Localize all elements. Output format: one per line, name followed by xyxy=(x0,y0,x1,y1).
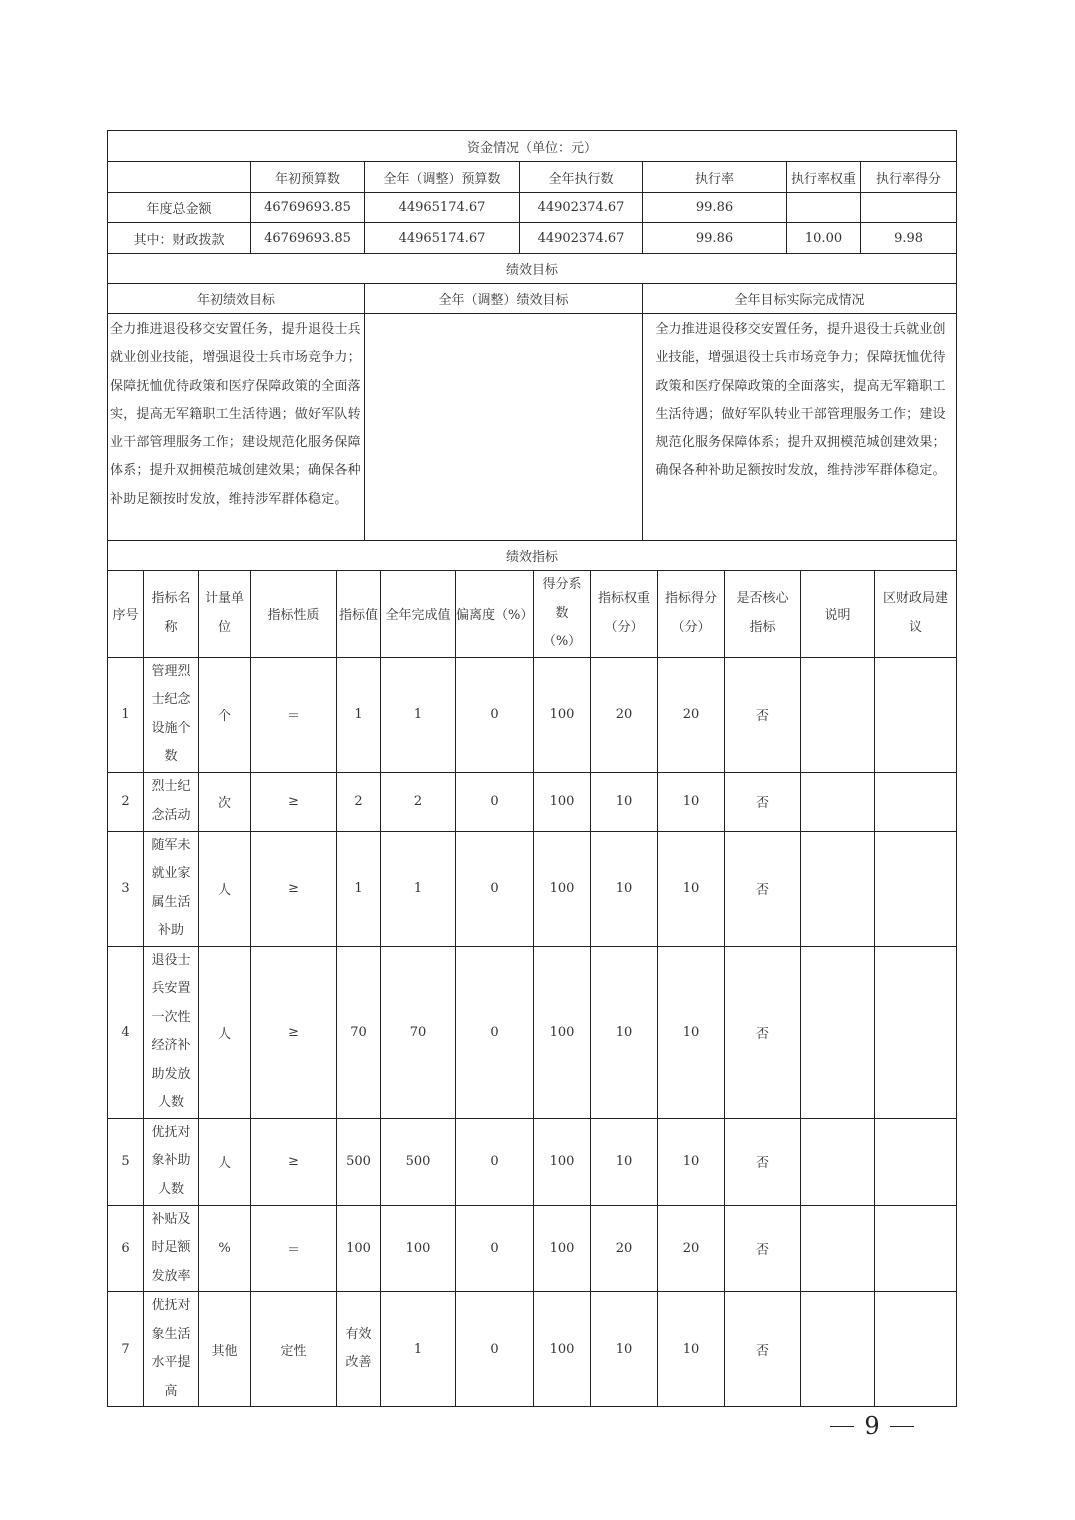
col-score: 10 xyxy=(658,1118,725,1205)
col-unit: % xyxy=(199,1205,251,1292)
goals-content-row xyxy=(108,314,957,541)
col-coef: 100 xyxy=(534,1118,591,1205)
funds-header-blank xyxy=(108,162,251,193)
col-nature: ＝ xyxy=(251,1205,337,1292)
goals-header-row xyxy=(108,284,957,314)
header-deviation: 偏离度（%） xyxy=(456,571,534,658)
col-actual: 500 xyxy=(381,1118,456,1205)
col-no: 3 xyxy=(108,831,144,946)
funds-row-label: 年度总金额 xyxy=(108,193,251,223)
col-advice xyxy=(875,1118,957,1205)
col-core: 否 xyxy=(725,1118,801,1205)
funds-row-total xyxy=(108,193,957,223)
col-coef: 100 xyxy=(534,657,591,772)
page-number-text: 9 xyxy=(864,1412,880,1440)
col-weight: 10 xyxy=(591,946,658,1118)
header-name: 指标名称 xyxy=(144,571,199,658)
funds-executed: 44902374.67 xyxy=(520,193,643,223)
col-nature: ≥ xyxy=(251,946,337,1118)
col-score: 20 xyxy=(658,657,725,772)
header-core: 是否核心指标 xyxy=(725,571,801,658)
funds-header-executed: 全年执行数 xyxy=(520,162,643,193)
col-name: 优抚对象补助人数 xyxy=(144,1118,199,1205)
header-score: 指标得分（分） xyxy=(658,571,725,658)
funds-section-title: 资金情况（单位：元） xyxy=(108,131,957,162)
col-target: 100 xyxy=(337,1205,381,1292)
col-name: 管理烈士纪念设施个数 xyxy=(144,657,199,772)
col-nature: ＝ xyxy=(251,657,337,772)
col-advice xyxy=(875,946,957,1118)
col-advice xyxy=(875,1292,957,1407)
col-no: 7 xyxy=(108,1292,144,1407)
col-nature: ≥ xyxy=(251,1118,337,1205)
funds-header-weight: 执行率权重 xyxy=(787,162,861,193)
col-coef: 100 xyxy=(534,831,591,946)
funds-adjusted-budget: 44965174.67 xyxy=(365,193,520,223)
col-name: 退役士兵安置一次性经济补助发放人数 xyxy=(144,946,199,1118)
header-actual: 全年完成值 xyxy=(381,571,456,658)
funds-row-label: 其中：财政拨款 xyxy=(108,223,251,254)
col-note xyxy=(801,831,875,946)
col-target: 500 xyxy=(337,1118,381,1205)
dash-left xyxy=(830,1426,854,1427)
table-row xyxy=(108,1118,957,1205)
col-nature: ≥ xyxy=(251,831,337,946)
col-core: 否 xyxy=(725,946,801,1118)
col-deviation: 0 xyxy=(456,946,534,1118)
funds-and-goals-table xyxy=(107,130,957,571)
header-nature: 指标性质 xyxy=(251,571,337,658)
col-note xyxy=(801,772,875,831)
funds-initial-budget: 46769693.85 xyxy=(251,193,365,223)
col-coef: 100 xyxy=(534,1205,591,1292)
col-unit: 人 xyxy=(199,1118,251,1205)
funds-weight xyxy=(787,193,861,223)
col-note xyxy=(801,657,875,772)
col-target: 有效改善 xyxy=(337,1292,381,1407)
col-weight: 20 xyxy=(591,657,658,772)
indicators-body xyxy=(108,657,957,1407)
funds-score xyxy=(861,193,957,223)
col-target: 70 xyxy=(337,946,381,1118)
col-weight: 10 xyxy=(591,831,658,946)
goals-section-title: 绩效目标 xyxy=(108,254,957,284)
col-unit: 人 xyxy=(199,946,251,1118)
indicators-header-row xyxy=(108,571,957,658)
funds-executed: 44902374.67 xyxy=(520,223,643,254)
col-coef: 100 xyxy=(534,772,591,831)
col-name: 优抚对象生活水平提高 xyxy=(144,1292,199,1407)
col-unit: 个 xyxy=(199,657,251,772)
header-coef: 得分系数（%） xyxy=(534,571,591,658)
col-deviation: 0 xyxy=(456,772,534,831)
col-weight: 10 xyxy=(591,1118,658,1205)
col-actual: 100 xyxy=(381,1205,456,1292)
col-core: 否 xyxy=(725,772,801,831)
goals-header-adjusted: 全年（调整）绩效目标 xyxy=(365,284,643,314)
col-actual: 70 xyxy=(381,946,456,1118)
col-target: 1 xyxy=(337,657,381,772)
col-actual: 1 xyxy=(381,1292,456,1407)
indicators-section-title: 绩效指标 xyxy=(108,541,957,571)
col-score: 10 xyxy=(658,772,725,831)
col-coef: 100 xyxy=(534,946,591,1118)
col-no: 2 xyxy=(108,772,144,831)
col-weight: 10 xyxy=(591,772,658,831)
col-nature: ≥ xyxy=(251,772,337,831)
header-unit: 计量单位 xyxy=(199,571,251,658)
col-advice xyxy=(875,831,957,946)
col-deviation: 0 xyxy=(456,657,534,772)
table-row xyxy=(108,946,957,1118)
funds-rate: 99.86 xyxy=(643,193,787,223)
col-coef: 100 xyxy=(534,1292,591,1407)
goals-adjusted-text xyxy=(365,314,643,541)
col-target: 1 xyxy=(337,831,381,946)
page-number xyxy=(822,1410,922,1442)
funds-row-fiscal xyxy=(108,223,957,254)
col-deviation: 0 xyxy=(456,1292,534,1407)
col-weight: 10 xyxy=(591,1292,658,1407)
col-core: 否 xyxy=(725,1205,801,1292)
col-note xyxy=(801,1292,875,1407)
col-core: 否 xyxy=(725,831,801,946)
header-weight: 指标权重（分） xyxy=(591,571,658,658)
table-row xyxy=(108,831,957,946)
col-no: 5 xyxy=(108,1118,144,1205)
col-name: 烈士纪念活动 xyxy=(144,772,199,831)
header-advice: 区财政局建议 xyxy=(875,571,957,658)
table-row xyxy=(108,1292,957,1407)
col-actual: 1 xyxy=(381,657,456,772)
col-score: 10 xyxy=(658,831,725,946)
goals-header-actual: 全年目标实际完成情况 xyxy=(643,284,957,314)
col-core: 否 xyxy=(725,657,801,772)
col-actual: 2 xyxy=(381,772,456,831)
dash-right xyxy=(890,1426,914,1427)
header-no: 序号 xyxy=(108,571,144,658)
col-advice xyxy=(875,772,957,831)
col-actual: 1 xyxy=(381,831,456,946)
funds-adjusted-budget: 44965174.67 xyxy=(365,223,520,254)
col-target: 2 xyxy=(337,772,381,831)
funds-header-adjusted: 全年（调整）预算数 xyxy=(365,162,520,193)
header-target: 指标值 xyxy=(337,571,381,658)
col-unit: 次 xyxy=(199,772,251,831)
col-nature: 定性 xyxy=(251,1292,337,1407)
col-score: 20 xyxy=(658,1205,725,1292)
col-advice xyxy=(875,1205,957,1292)
funds-header-score: 执行率得分 xyxy=(861,162,957,193)
goals-actual-text: 全力推进退役移交安置任务，提升退役士兵就业创业技能，增强退役士兵市场竞争力；保障抚恤优待政策和医疗保障政策的全面落实，提高无军籍职工生活待遇；做好军队转业干部管理服务工作；建设规范化服务保障体系；提升双拥模范城创建效果；确保各种补助足额按时发放，维持涉军群体稳定。 xyxy=(643,314,957,541)
funds-header-initial: 年初预算数 xyxy=(251,162,365,193)
col-weight: 20 xyxy=(591,1205,658,1292)
col-note xyxy=(801,946,875,1118)
col-note xyxy=(801,1118,875,1205)
col-deviation: 0 xyxy=(456,831,534,946)
funds-weight: 10.00 xyxy=(787,223,861,254)
col-score: 10 xyxy=(658,946,725,1118)
header-note: 说明 xyxy=(801,571,875,658)
col-note xyxy=(801,1205,875,1292)
table-row xyxy=(108,657,957,772)
col-advice xyxy=(875,657,957,772)
funds-initial-budget: 46769693.85 xyxy=(251,223,365,254)
col-unit: 人 xyxy=(199,831,251,946)
col-no: 4 xyxy=(108,946,144,1118)
col-score: 10 xyxy=(658,1292,725,1407)
col-deviation: 0 xyxy=(456,1118,534,1205)
col-no: 1 xyxy=(108,657,144,772)
goals-initial-text: 全力推进退役移交安置任务，提升退役士兵就业创业技能，增强退役士兵市场竞争力；保障抚恤优待政策和医疗保障政策的全面落实，提高无军籍职工生活待遇；做好军队转业干部管理服务工作；建设规范化服务保障体系；提升双拥模范城创建效果；确保各种补助足额按时发放，维持涉军群体稳定。 xyxy=(108,314,365,541)
funds-score: 9.98 xyxy=(861,223,957,254)
indicators-table xyxy=(107,570,957,1407)
table-row xyxy=(108,1205,957,1292)
table-row xyxy=(108,772,957,831)
col-deviation: 0 xyxy=(456,1205,534,1292)
col-name: 补贴及时足额发放率 xyxy=(144,1205,199,1292)
col-core: 否 xyxy=(725,1292,801,1407)
goals-header-initial: 年初绩效目标 xyxy=(108,284,365,314)
col-unit: 其他 xyxy=(199,1292,251,1407)
funds-header-row xyxy=(108,162,957,193)
funds-header-rate: 执行率 xyxy=(643,162,787,193)
funds-rate: 99.86 xyxy=(643,223,787,254)
col-no: 6 xyxy=(108,1205,144,1292)
col-name: 随军未就业家属生活补助 xyxy=(144,831,199,946)
